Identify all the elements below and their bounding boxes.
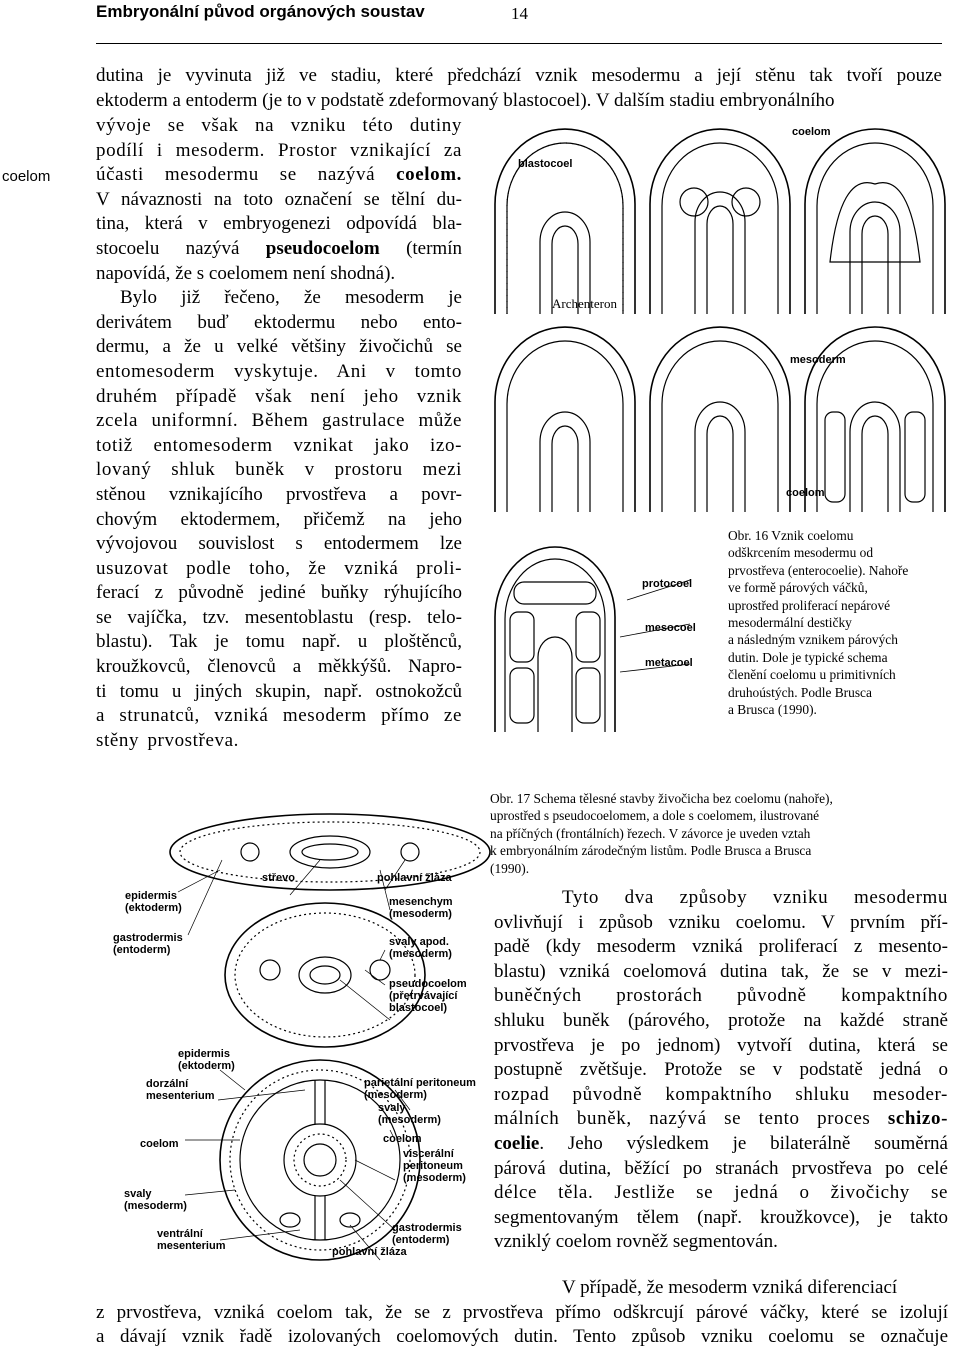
text-span: . Jeho výsledkem je bilaterálně souměrná (539, 1132, 948, 1154)
label-line: epidermis (178, 1048, 230, 1060)
label-line: (mesoderm) (378, 1114, 441, 1126)
label-line: (mesoderm) (403, 1172, 466, 1184)
text-line: druhém případě však není jeho vznik (96, 385, 462, 407)
page-number: 14 (511, 4, 528, 23)
caption-line: Obr. 16 Vznik coelomu (728, 528, 854, 543)
text-line: vzniklý coelom rovněž segmentován. (494, 1231, 778, 1253)
text-line: shluku buněk (párového, protože na každé straně (494, 1009, 948, 1031)
label-line: parietální peritoneum (364, 1077, 476, 1089)
body-text-top-full (96, 64, 942, 113)
label-coelom-right: coelom (383, 1133, 422, 1145)
label-parietalni-peritoneum (364, 1077, 476, 1101)
caption-line: druhoústých. Podle Brusca (728, 684, 872, 700)
term-coelom: coelom. (396, 164, 462, 186)
caption-line: ve formě párových váčků, (728, 580, 868, 596)
label-mesocoel: mesocoel (645, 622, 696, 634)
caption-line: a následným vznikem párových (728, 632, 898, 648)
text-line: tina, která v embryogenezi odpovídá bla- (96, 213, 462, 235)
text-line: totiž entomesoderm vznikat jako izo- (96, 434, 462, 456)
label-line: epidermis (125, 890, 177, 902)
caption-line: k embryonálním zárodečným listům. Podle Brusca a Brusca (490, 843, 812, 859)
label-svaly-apod (389, 936, 452, 960)
text-line: blastu). Tak je tomu např. u ploštěnců, (96, 631, 462, 653)
text-line: prvostřeva je po jednom) vytvoří dutina, která se (494, 1034, 948, 1056)
text-line: párová dutina, běžící po stranách prvostřeva po celé (494, 1157, 948, 1179)
body-text-bottom (96, 1276, 948, 1350)
label-line: ventrální (157, 1228, 203, 1240)
text-line: ektoderm a entoderm (je to v podstatě zdeformovaný blastocoel). V dalším stadiu embryonálního (96, 89, 835, 111)
running-header-title: Embryonální původ orgánových soustav (96, 2, 425, 21)
label-mesenchym (389, 896, 453, 920)
label-line: svaly (124, 1188, 152, 1200)
body-text-left-column (96, 114, 462, 753)
text-line: chovým ektodermem, přičemž na jeho (96, 508, 462, 530)
text-line: segmentovaným tělem (např. kroužkovce), je takto (494, 1206, 948, 1228)
label-coelom-top: coelom (792, 126, 831, 138)
figure-17-caption (490, 790, 930, 877)
margin-note: coelom (2, 168, 51, 185)
caption-line: členění coelomu u primitivních (728, 667, 896, 683)
text-line: vývojovou souvislost s entodermem lze (96, 533, 462, 555)
label-line: mesenterium (157, 1240, 226, 1252)
label-line: svaly (378, 1102, 406, 1114)
text-line: derivátem buď ektodermu nebo ento- (96, 311, 462, 333)
caption-line: na příčných (frontálních) řezech. V závorce je uveden vztah (490, 825, 811, 841)
text-span: málních buněk, nazývá se tento proces (494, 1108, 888, 1130)
caption-line: a Brusca (1990). (728, 702, 817, 718)
label-svaly-right (378, 1102, 441, 1126)
text-line: blastu) vzniká coelomová dutina tak, že se v mezi- (494, 960, 948, 982)
text-line (494, 1132, 948, 1157)
caption-line: prvostřeva (enterocoelie). Nahoře (728, 562, 909, 578)
label-line: viscerální (403, 1148, 454, 1160)
label-line: (entoderm) (113, 944, 171, 956)
caption-line: odškrcením mesodermu od (728, 545, 874, 561)
label-pohlavni-zlaza-bottom: pohlavní žláza (332, 1246, 407, 1258)
text-span: účasti mesodermu se nazývá (96, 164, 397, 186)
label-line: mesenterium (146, 1090, 215, 1102)
label-blastocoel: blastocoel (518, 158, 573, 170)
term-schizocoelie-end: coelie (494, 1132, 540, 1154)
label-line: (ektoderm) (178, 1060, 235, 1072)
label-svaly-left (124, 1188, 187, 1212)
label-coelom-mid: coelom (786, 487, 825, 499)
label-ventralni-mesenterium (157, 1228, 225, 1252)
text-line: z prvostřeva, vzniká coelom tak, že se z prvostřeva přímo odškrcují párové váčky, které se izolují (96, 1301, 948, 1323)
text-line: Tyto dva způsoby vzniku mesodermu (562, 887, 948, 908)
text-line: se vajíčka, tzv. mesentoblastu (resp. telo- (96, 606, 462, 628)
text-line (494, 1107, 948, 1132)
label-gastrodermis-bottom (392, 1222, 462, 1246)
caption-line: uprostřed proliferací nepárové (728, 597, 891, 613)
label-strevo: střevo (262, 872, 296, 884)
label-line: (entoderm) (392, 1234, 450, 1246)
label-line: dorzální (146, 1078, 189, 1090)
text-line: V případě, že mesoderm vzniká diferenciací (562, 1277, 898, 1298)
figure-17-body-plan-diagram (140, 800, 500, 1270)
label-dorzalni-mesenterium (146, 1078, 214, 1102)
text-line (96, 163, 462, 188)
term-pseudocoelom: pseudocoelom (265, 237, 380, 259)
text-line: vývoje se však na vzniku této dutiny (96, 115, 462, 136)
header-rule (96, 43, 942, 44)
text-line: postupně zvětšuje. Protože se v podstatě jedná o (494, 1059, 948, 1081)
label-coelom-left: coelom (140, 1138, 179, 1150)
text-line: lovaný shluk buněk v prostoru mezi (96, 459, 462, 481)
text-line: entomesoderm vyskytuje. Ani v tomto (96, 360, 462, 382)
text-line: padě (kdy mesoderm vzniká proliferací z mesento- (494, 936, 948, 958)
label-line: (mesoderm) (364, 1089, 427, 1101)
label-epidermis-top (125, 890, 182, 914)
text-span: stocoelu nazývá (96, 237, 266, 259)
caption-line: Obr. 17 Schema tělesné stavby živočicha bez coelomu (nahoře), (490, 791, 833, 806)
text-line: Bylo již řečeno, že mesoderm je (120, 287, 462, 309)
caption-line: dutin. Dole je typické schema (728, 649, 888, 665)
text-line: podílí i mesoderm. Prostor vznikající za (96, 139, 462, 161)
label-line: blastocoel) (389, 1002, 448, 1014)
caption-line: (1990). (490, 860, 530, 876)
label-line: (přetrvávající (389, 990, 458, 1002)
text-line: usuzovat podle toho, že vzniká proli- (96, 557, 462, 579)
text-line (96, 237, 462, 262)
text-line: buněčných prostorách původně kompaktního (494, 985, 948, 1007)
label-archenteron: Archenteron (552, 296, 617, 311)
label-visceralni-peritoneum (403, 1148, 466, 1184)
label-mesoderm: mesoderm (790, 354, 846, 366)
text-line: ovlivňují i způsob vzniku coelomu. V prvním pří- (494, 911, 948, 933)
label-gastrodermis-top (113, 932, 183, 956)
text-line: kroužkovců, členovců a měkkýšů. Napro- (96, 656, 462, 678)
text-line: délce těla. Jestliže se jedná o živočichy se (494, 1182, 948, 1204)
label-metacoel: metacoel (645, 657, 693, 669)
text-line: zcela uniformní. Během gastrulace může (96, 410, 462, 432)
caption-line: mesodermální destičky (728, 615, 852, 631)
figure-16-caption (728, 527, 953, 718)
text-line: napovídá, že s coelomem není shodná). (96, 262, 396, 284)
label-line: peritoneum (403, 1160, 463, 1172)
label-protocoel: protocoel (642, 578, 693, 590)
body-text-right-column (494, 886, 948, 1255)
label-pseudocoelom (389, 978, 467, 1014)
text-line: rozpad původně kompaktního shluku mesoder- (494, 1083, 948, 1105)
text-line: dermu, a že u velké většiny živočichů se (96, 336, 462, 358)
text-line: stěnou vznikajícího prvostřeva a povr- (96, 483, 462, 505)
term-schizocoelie: schizo- (887, 1108, 948, 1130)
text-line: a strunatců, vzniká mesoderm přímo ze (96, 705, 462, 727)
label-line: pseudocoelom (389, 978, 467, 990)
label-line: svaly apod. (389, 936, 449, 948)
text-line: stěny prvostřeva. (96, 729, 239, 751)
label-line: (mesoderm) (389, 908, 452, 920)
label-line: mesenchym (389, 896, 453, 908)
label-line: (mesoderm) (124, 1200, 187, 1212)
label-line: (mesoderm) (389, 948, 452, 960)
text-line: ti tomu u jiných skupin, např. ostnokožců (96, 680, 462, 702)
label-line: gastrodermis (113, 932, 183, 944)
label-line: (ektoderm) (125, 902, 182, 914)
text-line: a dávají vznik řadě izolovaných coelomových dutin. Tento způsob vzniku coelomu se označuje (96, 1326, 948, 1348)
label-epidermis-bottom (178, 1048, 235, 1072)
text-line: ferací z původně jediné buňky rýhujícího (96, 582, 462, 604)
text-span: (termín (379, 237, 462, 259)
label-line: gastrodermis (392, 1222, 462, 1234)
text-line: V návaznosti na toto označení se tělní du- (96, 188, 462, 210)
text-line: dutina je vyvinuta již ve stadiu, které předchází vznik mesodermu a její stěnu tak tvoří pouze (96, 65, 942, 86)
label-pohlavni-zlaza-top: pohlavní žláza (377, 872, 452, 884)
caption-line: uprostřed s pseudocoelomem, a dole s coelomem, ilustrované (490, 808, 820, 824)
